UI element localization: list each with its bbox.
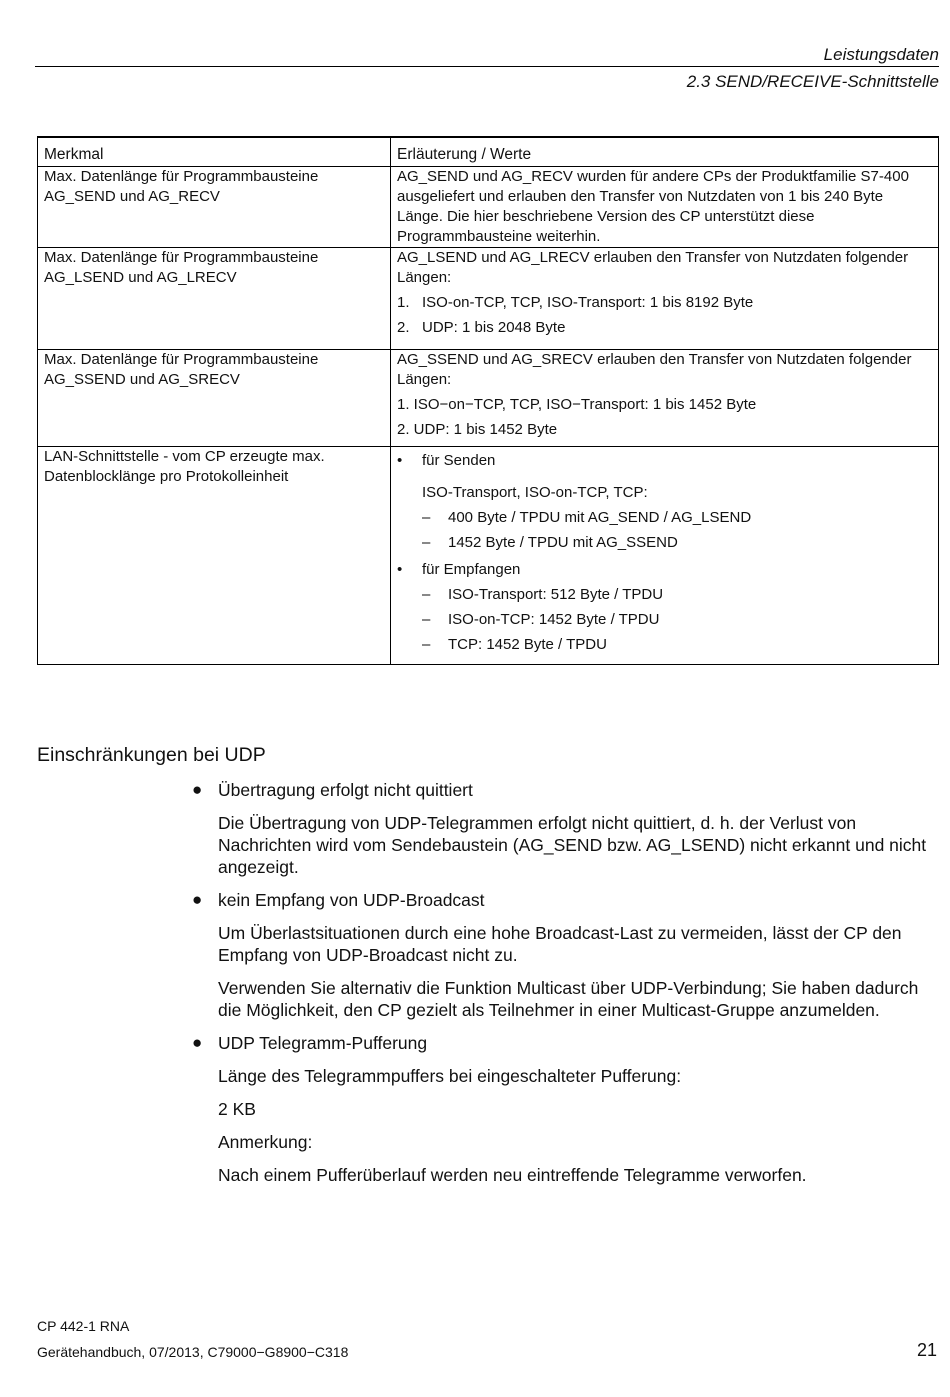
footer-product: CP 442-1 RNA xyxy=(37,1318,130,1334)
paragraph: Länge des Telegrammpuffers bei eingeschalteter Pufferung: xyxy=(218,1066,682,1086)
paragraph: Anmerkung: xyxy=(218,1132,313,1152)
dash-icon: – xyxy=(422,586,431,603)
bullet-item xyxy=(192,889,932,911)
list-item: 2. UDP: 1 bis 1452 Byte xyxy=(397,421,558,438)
list-item: 1. ISO−on−TCP, TCP, ISO−Transport: 1 bis 1452 Byte xyxy=(397,396,757,413)
list-number: 1. xyxy=(397,294,410,311)
chapter-title: Leistungsdaten xyxy=(823,45,939,64)
bullet-icon: ● xyxy=(192,1033,203,1052)
value-cell xyxy=(391,350,939,447)
dash-item xyxy=(422,635,932,655)
list-number: 2. xyxy=(397,319,410,336)
table-row xyxy=(38,167,939,248)
table-row xyxy=(38,447,939,665)
table-row xyxy=(38,248,939,350)
dash-item xyxy=(422,533,932,553)
bullet-icon: ● xyxy=(192,780,203,799)
bullet-title: kein Empfang von UDP-Broadcast xyxy=(218,890,485,910)
column-header-feature: Merkmal xyxy=(38,137,391,167)
paragraph: Die Übertragung von UDP-Telegrammen erfolgt nicht quittiert, d. h. der Verlust von Nachrichten wird vom Sendebaustein (AG_SEND bzw. AG_LSEND) nicht erkannt und nicht angezeigt. xyxy=(218,813,927,877)
value-intro: AG_LSEND und AG_LRECV erlauben den Transfer von Nutzdaten folgender Längen: xyxy=(397,249,909,286)
udp-restrictions xyxy=(192,779,932,1186)
bullet-item xyxy=(397,560,932,580)
bullet-item xyxy=(192,779,932,801)
section-title: 2.3 SEND/RECEIVE-Schnittstelle xyxy=(686,72,939,91)
paragraph: Um Überlastsituationen durch eine hohe Broadcast-Last zu vermeiden, lässt der CP den Empfang von UDP-Broadcast nicht zu. xyxy=(218,923,902,965)
sub-intro: ISO-Transport, ISO-on-TCP, TCP: xyxy=(422,484,648,501)
value-cell xyxy=(391,447,939,665)
table-row xyxy=(38,350,939,447)
table-header-row xyxy=(38,137,939,167)
feature-cell: Max. Datenlänge für Programmbausteine AG_SEND und AG_RECV xyxy=(38,167,391,248)
dash-item xyxy=(422,585,932,605)
list-text: UDP: 1 bis 2048 Byte xyxy=(422,319,566,336)
column-header-values: Erläuterung / Werte xyxy=(391,137,939,167)
section-heading: Einschränkungen bei UDP xyxy=(37,744,266,766)
page-number: 21 xyxy=(916,1340,937,1360)
dash-icon: – xyxy=(422,611,431,628)
value-cell: AG_SEND und AG_RECV wurden für andere CPs der Produktfamilie S7-400 ausgeliefert und erlauben den Transfer von Nutzdaten von 1 bis 240 Byte Länge. Die hier beschriebene Version des CP unterstützt diese Programmbausteine weiterhin. xyxy=(391,167,939,248)
paragraph: 2 KB xyxy=(218,1099,256,1119)
bullet-text: für Senden xyxy=(422,452,496,469)
bullet-icon: ● xyxy=(192,890,203,909)
bullet-icon: • xyxy=(397,561,403,578)
list-item xyxy=(397,293,932,313)
dash-text: 1452 Byte / TPDU mit AG_SSEND xyxy=(448,534,678,551)
dash-text: ISO-on-TCP: 1452 Byte / TPDU xyxy=(448,611,660,628)
value-cell xyxy=(391,248,939,350)
value-intro: AG_SSEND und AG_SRECV erlauben den Transfer von Nutzdaten folgender Längen: xyxy=(397,351,912,388)
feature-cell: LAN-Schnittstelle - vom CP erzeugte max. Datenblocklänge pro Protokolleinheit xyxy=(38,447,391,665)
feature-cell: Max. Datenlänge für Programmbausteine AG_SSEND und AG_SRECV xyxy=(38,350,391,447)
list-text: ISO-on-TCP, TCP, ISO-Transport: 1 bis 8192 Byte xyxy=(422,294,754,311)
bullet-icon: • xyxy=(397,452,403,469)
spec-table xyxy=(37,136,939,665)
list-item xyxy=(397,318,932,338)
bullet-item xyxy=(192,1032,932,1054)
dash-text: ISO-Transport: 512 Byte / TPDU xyxy=(448,586,664,603)
footer-manual: Gerätehandbuch, 07/2013, C79000−G8900−C318 xyxy=(37,1344,349,1360)
bullet-title: Übertragung erfolgt nicht quittiert xyxy=(218,780,473,800)
bullet-text: für Empfangen xyxy=(422,561,521,578)
dash-item xyxy=(422,610,932,630)
bullet-item xyxy=(397,451,932,471)
paragraph: Nach einem Pufferüberlauf werden neu eintreffende Telegramme verworfen. xyxy=(218,1165,807,1185)
paragraph: Verwenden Sie alternativ die Funktion Multicast über UDP-Verbindung; Sie haben dadurch die Möglichkeit, den CP gezielt als Teilnehmer in einer Multicast-Gruppe anzumelden. xyxy=(218,978,919,1020)
header-rule xyxy=(35,66,939,67)
dash-icon: – xyxy=(422,534,431,551)
dash-icon: – xyxy=(422,636,431,653)
dash-icon: – xyxy=(422,509,431,526)
dash-text: 400 Byte / TPDU mit AG_SEND / AG_LSEND xyxy=(448,509,752,526)
dash-item xyxy=(422,508,932,528)
feature-cell: Max. Datenlänge für Programmbausteine AG_LSEND und AG_LRECV xyxy=(38,248,391,350)
dash-text: TCP: 1452 Byte / TPDU xyxy=(448,636,607,653)
bullet-title: UDP Telegramm-Pufferung xyxy=(218,1033,428,1053)
